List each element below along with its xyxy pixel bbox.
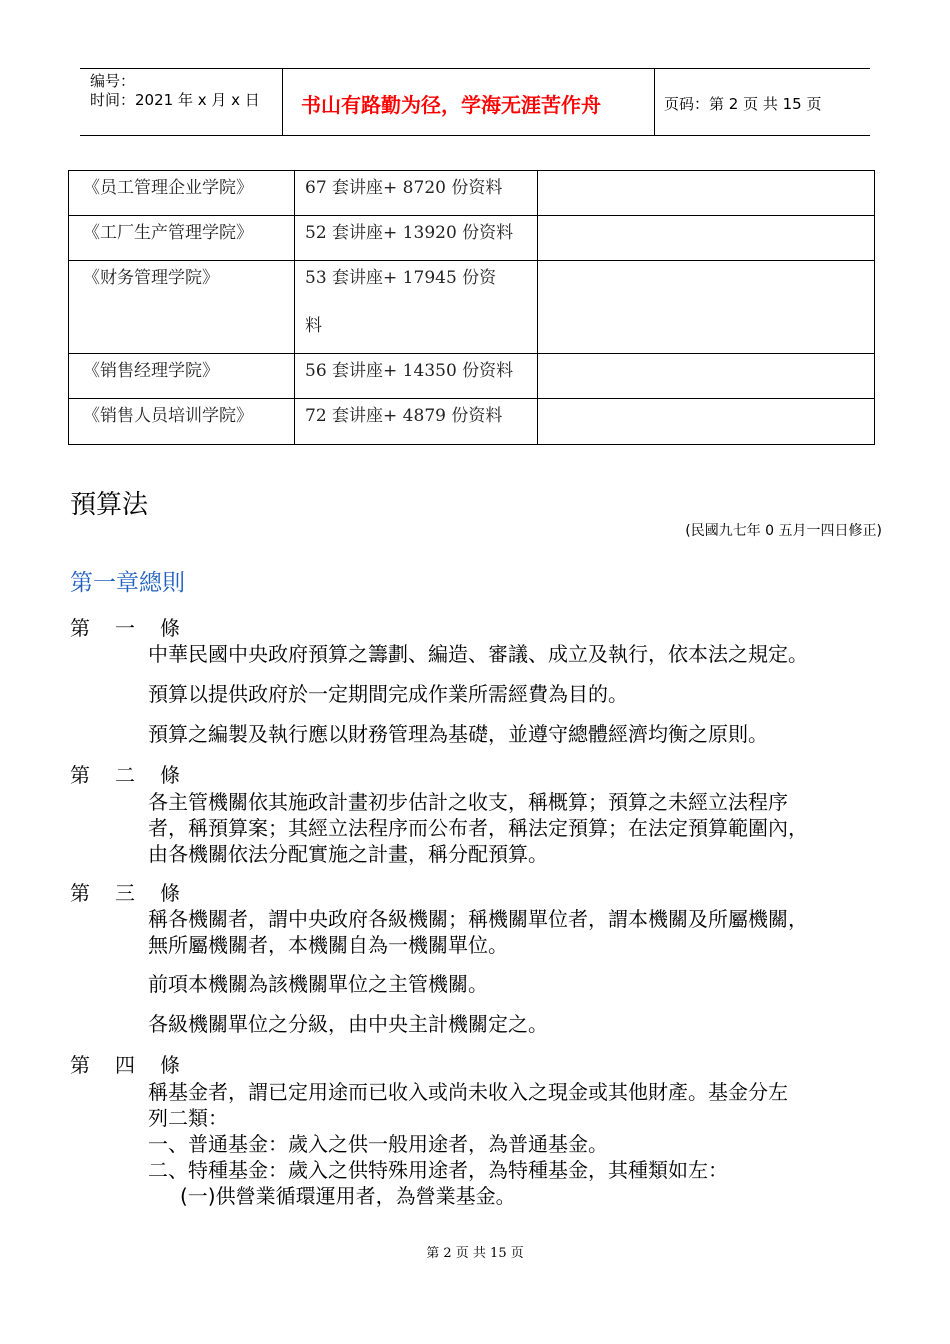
table-cell-name: 《销售人员培训学院》	[69, 399, 295, 445]
header-bottom-rule	[80, 135, 870, 136]
table-cell-name: 《员工管理企业学院》	[69, 171, 295, 216]
header-motto: 书山有路勤为径，学海无涯苦作舟	[301, 93, 601, 117]
table-cell-name: 《财务管理学院》	[69, 261, 295, 354]
header-top-rule	[80, 68, 870, 69]
table-cell-desc: 52 套讲座+ 13920 份资料	[295, 216, 538, 261]
article-2-label: 第 二 條	[70, 763, 180, 787]
table-cell-desc: 56 套讲座+ 14350 份资料	[295, 354, 538, 399]
header-time: 时间：2021 年 x 月 x 日	[90, 91, 260, 109]
table-cell-extra	[538, 399, 875, 445]
table-cell-desc-line2: 料	[305, 316, 322, 336]
table-row	[69, 399, 875, 445]
article-3-line-2: 無所屬機關者，本機關自為一機關單位。	[148, 933, 508, 957]
article-4-line-4: 二、特種基金：歲入之供特殊用途者，為特種基金，其種類如左：	[148, 1158, 728, 1182]
article-4-label: 第 四 條	[70, 1053, 180, 1077]
table-cell-extra	[538, 354, 875, 399]
article-3-line-1: 稱各機關者，謂中央政府各級機關；稱機關單位者，謂本機關及所屬機關，	[148, 907, 808, 931]
table-cell-name: 《销售经理学院》	[69, 354, 295, 399]
article-3-line-4: 各級機關單位之分級，由中央主計機關定之。	[148, 1012, 548, 1036]
table-cell-extra	[538, 261, 875, 354]
article-1-line-2: 預算以提供政府於一定期間完成作業所需經費為目的。	[148, 682, 628, 706]
table-cell-extra	[538, 216, 875, 261]
article-4-line-3: 一、普通基金：歲入之供一般用途者，為普通基金。	[148, 1132, 608, 1156]
article-2-line-2: 者，稱預算案；其經立法程序而公布者，稱法定預算；在法定預算範圍內，	[148, 816, 808, 840]
table-row	[69, 261, 875, 354]
document-title: 預算法	[70, 490, 149, 520]
article-1-label: 第 一 條	[70, 616, 180, 640]
article-4-line-1: 稱基金者，謂已定用途而已收入或尚未收入之現金或其他財產。基金分左	[148, 1080, 788, 1104]
header-divider-right	[654, 68, 655, 136]
amendment-note: (民國九七年 0 五月一四日修正)	[685, 523, 882, 539]
article-3-label: 第 三 條	[70, 881, 180, 905]
article-1-line-3: 預算之編製及執行應以財務管理為基礎，並遵守總體經濟均衡之原則。	[148, 722, 768, 746]
table-cell-desc-line1: 53 套讲座+ 17945 份资	[305, 268, 497, 288]
table-cell-desc: 67 套讲座+ 8720 份资料	[295, 171, 538, 216]
article-3-line-3: 前項本機關為該機關單位之主管機關。	[148, 972, 488, 996]
table-row	[69, 171, 875, 216]
header-serial: 编号：	[90, 72, 136, 90]
catalog-table	[68, 170, 875, 445]
chapter-heading: 第一章總則	[70, 570, 185, 596]
table-cell-name: 《工厂生产管理学院》	[69, 216, 295, 261]
table-cell-desc-multiline	[295, 261, 538, 354]
article-2-line-3: 由各機關依法分配實施之計畫，稱分配預算。	[148, 842, 548, 866]
article-4-line-5: (一)供營業循環運用者，為營業基金。	[180, 1184, 516, 1208]
page-footer: 第 2 页 共 15 页	[426, 1246, 524, 1261]
table-row	[69, 354, 875, 399]
header-page-info: 页码：第 2 页 共 15 页	[664, 95, 822, 113]
article-4-line-2: 列二類：	[148, 1106, 228, 1130]
article-2-line-1: 各主管機關依其施政計畫初步估計之收支，稱概算；預算之未經立法程序	[148, 790, 788, 814]
table-cell-extra	[538, 171, 875, 216]
header-divider-left	[282, 68, 283, 136]
article-1-line-1: 中華民國中央政府預算之籌劃、編造、審議、成立及執行，依本法之規定。	[148, 642, 808, 666]
table-row	[69, 216, 875, 261]
table-cell-desc: 72 套讲座+ 4879 份资料	[295, 399, 538, 445]
